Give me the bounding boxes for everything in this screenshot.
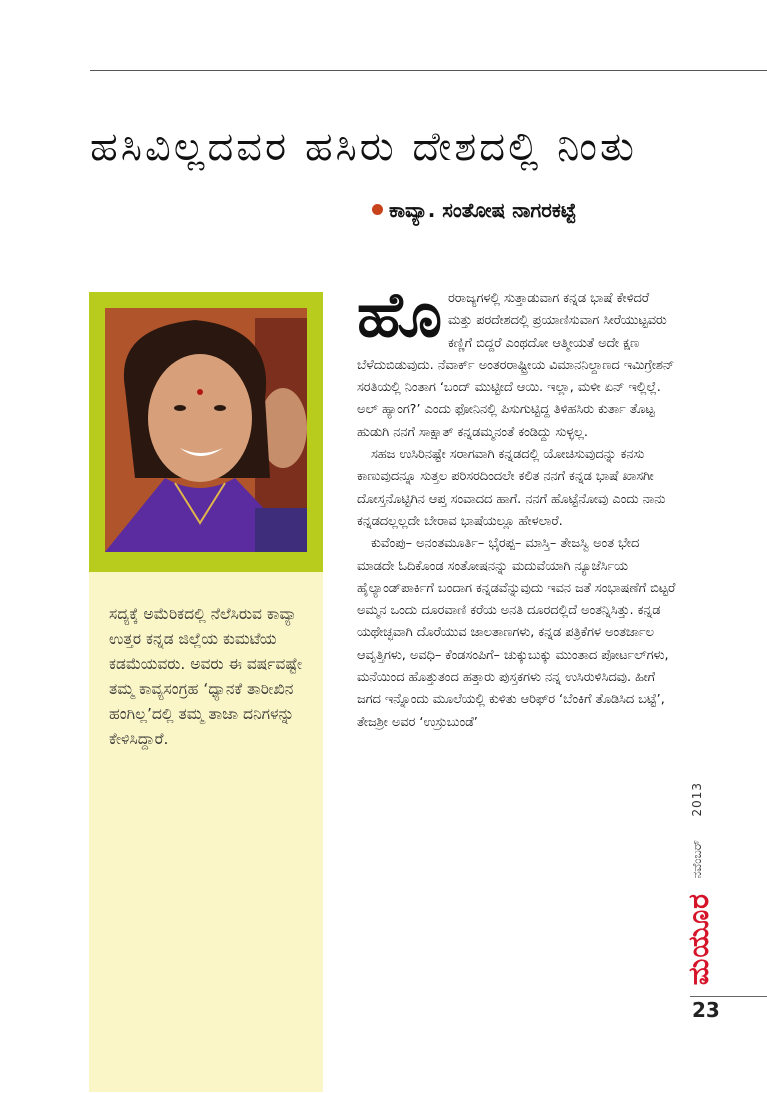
article-paragraph: ಹೊರರಾಜ್ಯಗಳಲ್ಲಿ ಸುತ್ತಾಡುವಾಗ ಕನ್ನಡ ಭಾಷೆ ಕೇಳಿದರೆ ಮತ್ತು ಪರದೇಶದಲ್ಲಿ ಪ್ರಯಾಣಿಸುವಾಗ ಸೀರೆಯುಟ್ಟವರು ಕಣ್ಣಿಗೆ ಬಿದ್ದರೆ ಎಂಥದೋ ಆತ್ಮೀಯತೆ ಅದೇ ಕ್ಷಣ ಬೆಳೆದುಬಿಡುವುದು. ನೆವಾರ್ಕ್ ಅಂತರರಾಷ್ಟ್ರೀಯ ವಿಮಾನನಿಲ್ದಾಣದ ಇಮಿಗ್ರೇಶನ್ ಸರತಿಯಲ್ಲಿ ನಿಂತಾಗ ‘ಬಂದ್ ಮುಟ್ಟೀದೆ ಆಯಿ. ಇಲ್ಲಾ, ಮಳೀ ಏನ್ ಇಲ್ಲಿಲ್ಲೆ. ಅಲ್ ಹ್ಯಾಂಗ?’ ಎಂದು ಫೋನಿನಲ್ಲಿ ಪಿಸುಗುಟ್ಟಿದ್ದ ತಿಳಿಹಸಿರು ಕುರ್ತಾ ತೊಟ್ಟ ಹುಡುಗಿ ನನಗೆ ಸಾಕ್ಷಾತ್ ಕನ್ನಡಮ್ಮನಂತೆ ಕಂಡಿದ್ದು ಸುಳ್ಳಲ್ಲ. bbox=[357, 278, 675, 440]
article-paragraph: ಸಹಜ ಉಸಿರಿನಷ್ಟೇ ಸರಾಗವಾಗಿ ಕನ್ನಡದಲ್ಲಿ ಯೋಚಿಸುವುದನ್ನು ಕನಸು ಕಾಣುವುದನ್ನೂ ಸುತ್ತಲ ಪರಿಸರದಿಂದಲೇ ಕಲಿತ ನನಗೆ ಕನ್ನಡ ಭಾಷೆ ಖಾಸಗೀ ದೋಸ್ತನೊಟ್ಟಿಗಿನ ಆಪ್ತ ಸಂವಾದದ ಹಾಗೆ. ನನಗೆ ಹೊಟ್ಟೆನೋವು ಎಂದು ನಾನು ಕನ್ನಡದಲ್ಲಲ್ಲದೇ ಬೇರಾವ ಭಾಷೆಯಲ್ಲೂ ಹೇಳಲಾರೆ. bbox=[357, 447, 666, 529]
author-photo-frame bbox=[89, 292, 323, 572]
page-number: 23 bbox=[692, 998, 720, 1022]
bullet-icon bbox=[372, 204, 383, 215]
article-paragraph: ಕುವೆಂಪು– ಅನಂತಮೂರ್ತಿ– ಭೈರಪ್ಪ– ಮಾಸ್ತಿ– ತೇಜಸ್ವಿ ಅಂತ ಭೇದ ಮಾಡದೇ ಓದಿಕೊಂಡ ಸಂತೋಷನನ್ನು ಮದುವೆಯಾಗಿ ನ್ಯೂಜೆರ್ಸಿಯ ಹೈಲ್ಯಾಂಡ್‌ಪಾರ್ಕಿಗೆ ಬಂದಾಗ ಕನ್ನಡವೆನ್ನುವುದು ಇವನ ಜತೆ ಸಂಭಾಷಣೆಗೆ ಬಿಟ್ಟರೆ ಅಮ್ಮನ ಒಂದು ದೂರವಾಣಿ ಕರೆಯ ಅನತಿ ದೂರದಲ್ಲಿದೆ ಅಂತನ್ನಿಸಿತ್ತು. ಕನ್ನಡ ಯಥೇಚ್ಛವಾಗಿ ದೊರೆಯುವ ಜಾಲತಾಣಗಳು, ಕನ್ನಡ ಪತ್ರಿಕೆಗಳ ಅಂತರ್ಜಾಲ ಆವೃತ್ತಿಗಳು, ಅವಧಿ– ಕೆಂಡಸಂಪಿಗೆ– ಚುಕ್ಕುಬುಕ್ಕು ಮುಂತಾದ ಪೋರ್ಟಲ್‌ಗಳು, ಮನೆಯಿಂದ ಹೊತ್ತುತಂದ ಹತ್ತಾರು ಪುಸ್ತಕಗಳು ನನ್ನ ಉಸಿರುಳಿಸಿದವು. ಹೀಗೆ ಜಗದ ಇನ್ನೊಂದು ಮೂಲೆಯಲ್ಲಿ ಕುಳಿತು ಆರಿಫ್‌ರ ‘ಬೆಂಕಿಗೆ ತೊಡಿಸಿದ ಬಟ್ಟೆ’, ತೇಜಶ್ರೀ ಅವರ ‘ಉಸ್ರುಬುಂಡೆ’ bbox=[357, 536, 676, 730]
issue-year: 2013 bbox=[690, 782, 704, 817]
drop-cap: ಹೊ bbox=[357, 278, 443, 351]
article-headline: ಹಸಿವಿಲ್ಲದವರ ಹಸಿರು ದೇಶದಲ್ಲಿ ನಿಂತು bbox=[90, 123, 637, 170]
top-rule bbox=[90, 70, 767, 71]
article-body bbox=[357, 278, 677, 734]
author-bio-box bbox=[89, 572, 323, 1092]
author-name: ಕಾವ್ಯಾ. ಸಂತೋಷ ನಾಗರಕಟ್ಟೆ bbox=[389, 198, 577, 222]
issue-month: ನವೆಂಬರ್ bbox=[690, 840, 704, 879]
byline bbox=[372, 196, 576, 224]
author-bio: ಸದ್ಯಕ್ಕೆ ಅಮೆರಿಕದಲ್ಲಿ ನೆಲೆಸಿರುವ ಕಾವ್ಯಾ ಉತ್ತರ ಕನ್ನಡ ಜಿಲ್ಲೆಯ ಕುಮಟೆಯ ಕಡಮೆಯವರು. ಅವರು ಈ ವರ್ಷವಷ್ಟೇ ತಮ್ಮ ಕಾವ್ಯಸಂಗ್ರಹ ‘ಧ್ಯಾನಕೆ ತಾರೀಖಿನ ಹಂಗಿಲ್ಲ’ದಲ್ಲಿ ತಮ್ಮ ತಾಜಾ ದನಿಗಳನ್ನು ಕೇಳಿಸಿದ್ದಾರೆ. bbox=[109, 605, 303, 748]
author-photo bbox=[105, 308, 307, 552]
magazine-logo: ಮಯೂರ bbox=[682, 893, 715, 986]
page-number-rule bbox=[690, 996, 767, 997]
